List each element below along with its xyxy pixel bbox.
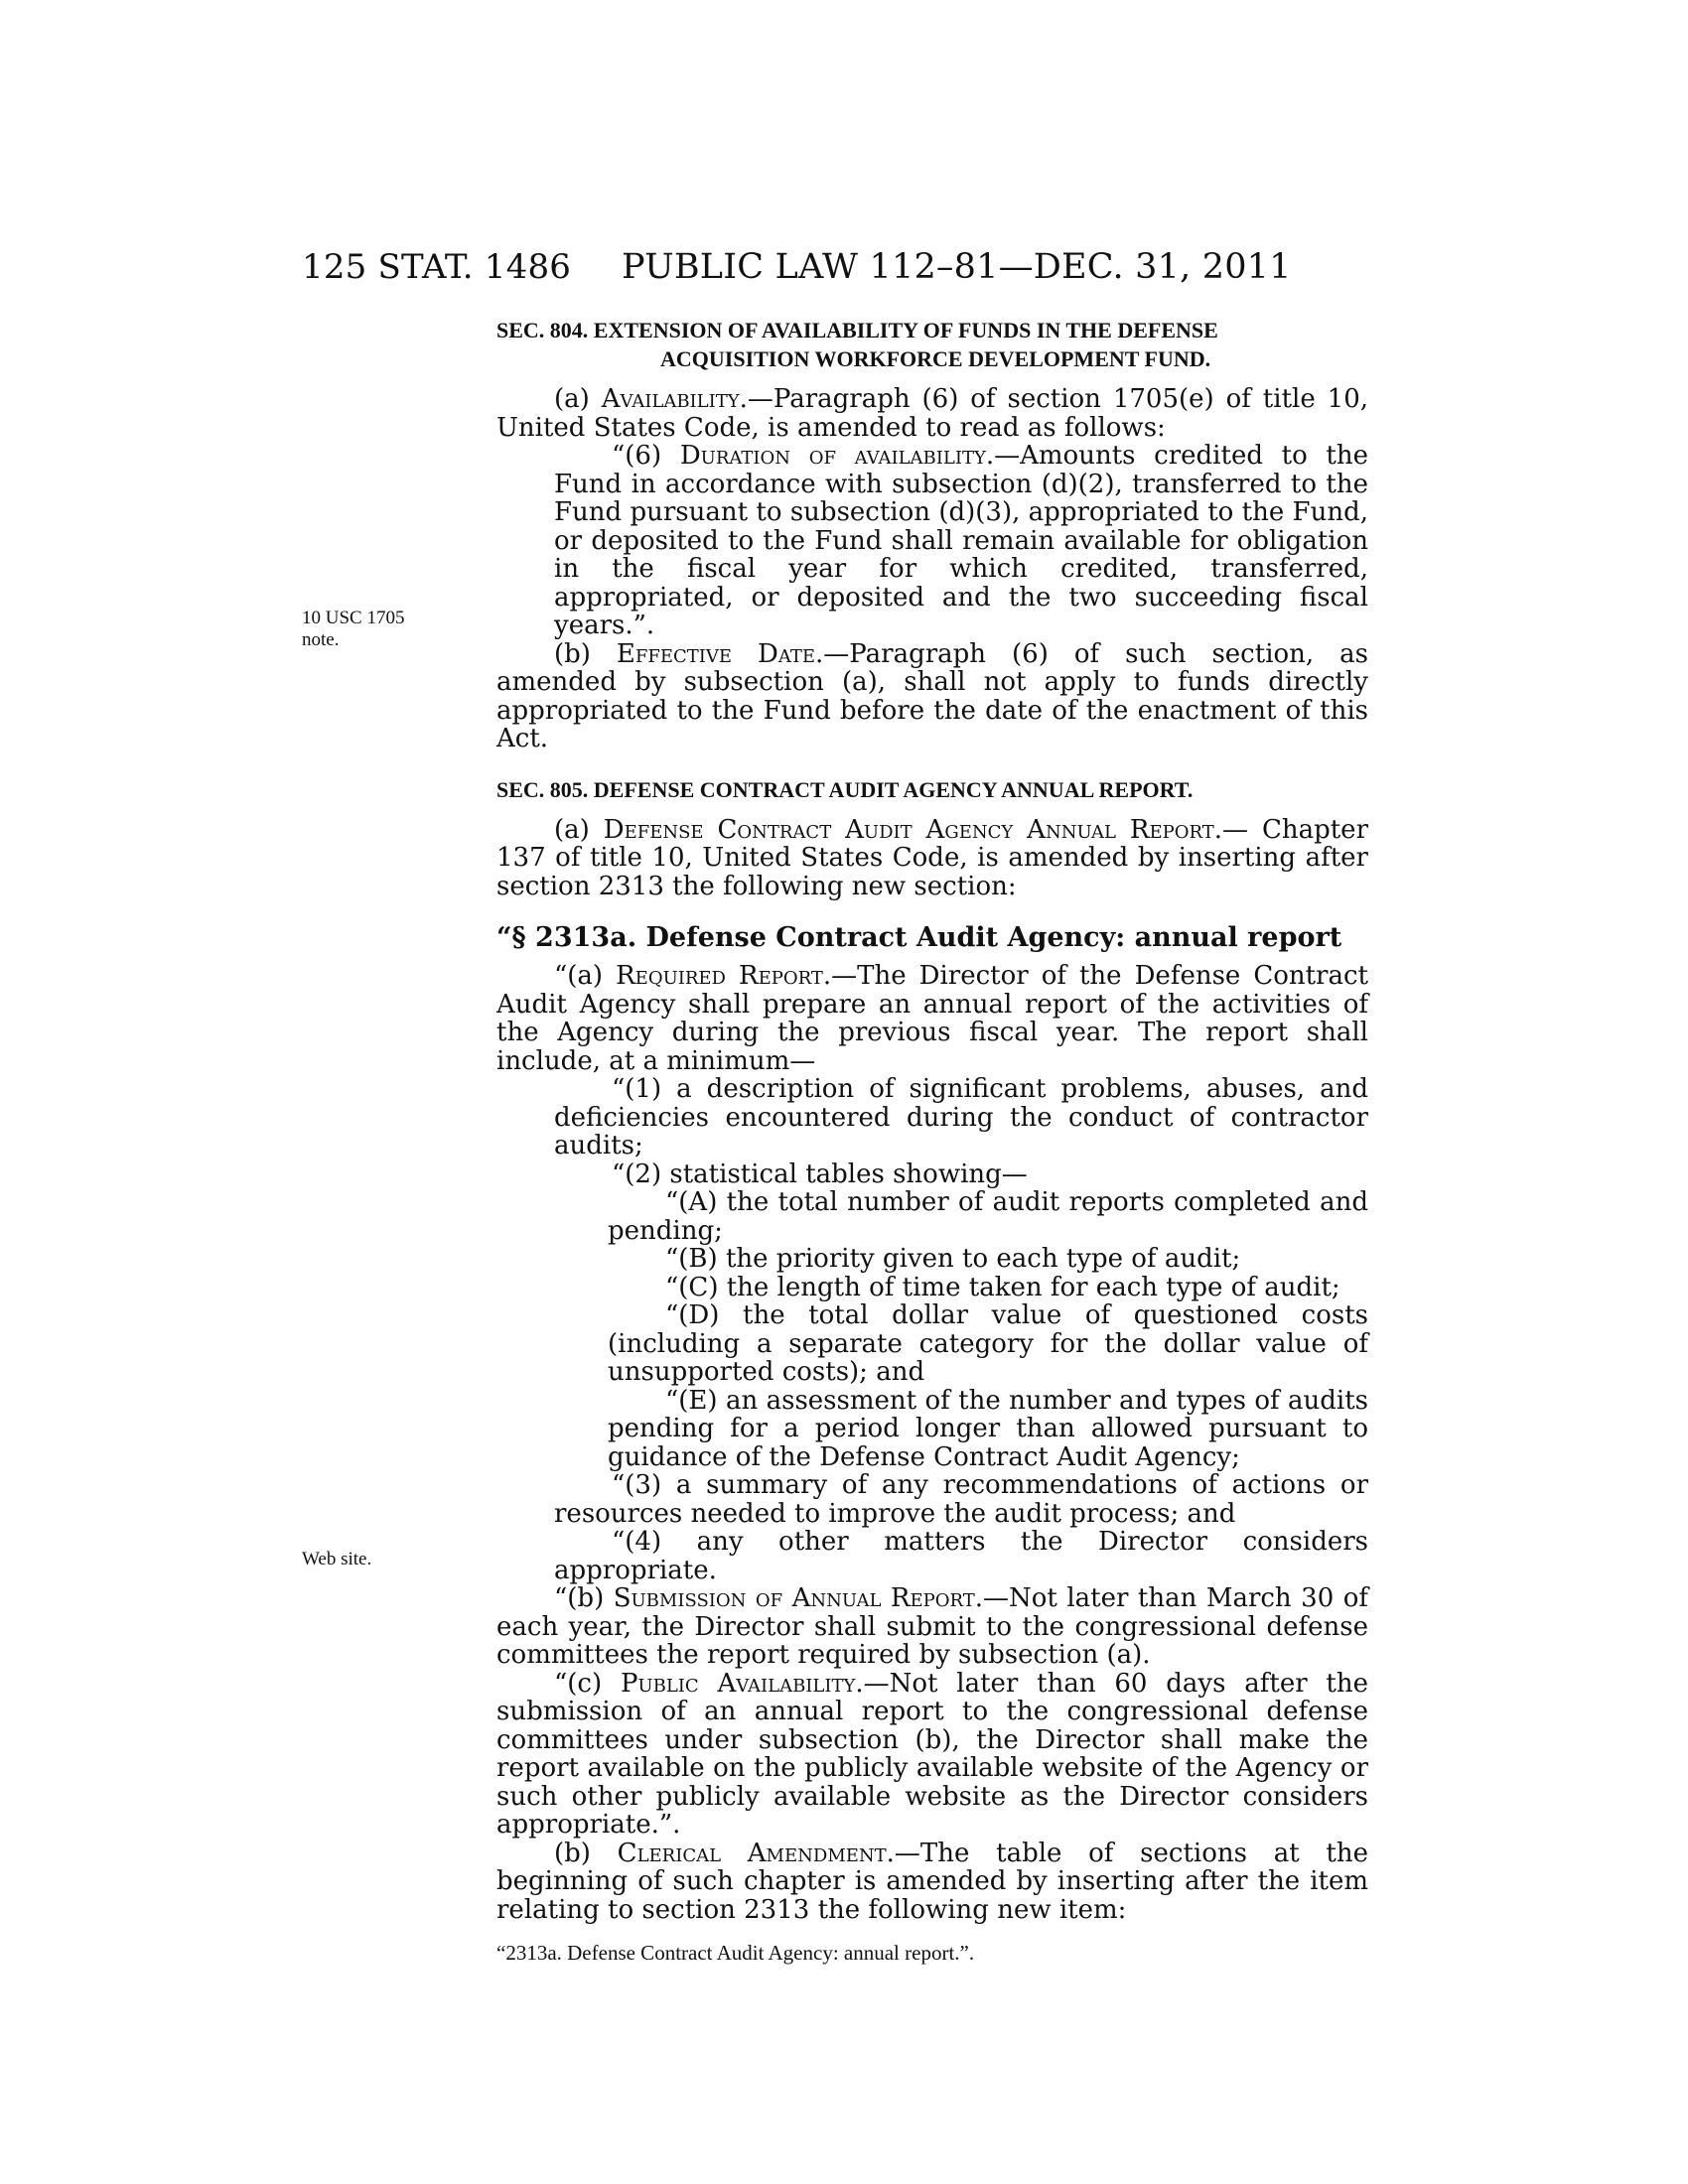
report-item-3: “(3) a summary of any recommendations of actions or resources needed to improve the audit process; and: [554, 1470, 1368, 1529]
report-item-a: “(A) the total number of audit reports completed and pending;: [608, 1187, 1368, 1246]
report-item-1: “(1) a description of significant problems, abuses, and deficiencies encountered during the conduct of contractor audits;: [554, 1074, 1368, 1160]
req-caption: Required Report: [616, 961, 823, 991]
sec804-quote-text: .—Amounts credited to the Fund in accordance with subsection (d)(2), transferred to the Fund pursuant to subsection (d)(3), appropriated to the Fund, or deposited to the Fund shall remain available for obligation in the fiscal year for which credited, transferred, appropriated, or deposited and the two succeeding fiscal years.”.: [554, 441, 1369, 640]
section-2313a-submission: [496, 1584, 1368, 1670]
pub-caption: Public Availability: [620, 1668, 856, 1699]
table-of-sections-item: “2313a. Defense Contract Audit Agency: annual report.”.: [496, 1941, 975, 1965]
statute-page-number: 125 STAT. 1486: [302, 247, 572, 287]
sec804-b-label: (b): [554, 638, 617, 669]
report-item-2: “(2) statistical tables showing—: [612, 1159, 1028, 1189]
sec805-a-label: (a): [554, 814, 604, 845]
section-804-heading: [496, 316, 1368, 373]
report-item-e: “(E) an assessment of the number and types of audits pending for a period longer than allowed pursuant to guidance of the Defense Contract Audit Agency;: [608, 1385, 1368, 1472]
sec804-quote-caption: Duration of availability: [679, 441, 986, 471]
report-item-4: “(4) any other matters the Director considers appropriate.: [554, 1527, 1368, 1585]
sub-caption: Submission of Annual Report: [613, 1583, 975, 1613]
sec805-subsection-b: [496, 1840, 1368, 1925]
sec804-quote-label: “(6): [612, 441, 680, 471]
report-item-b: “(B) the priority given to each type of audit;: [665, 1244, 1241, 1274]
margin-note-usc-line1: 10 USC 1705: [302, 608, 405, 628]
sec805-b-caption: Clerical Amendment: [617, 1838, 887, 1868]
sec804-a-text: .—Paragraph (6) of section 1705(e) of title 10, United States Code, is amended to read as follows:: [496, 384, 1368, 443]
main-content: [496, 316, 1368, 1966]
sec805-a-text: .— Chapter 137 of title 10, United States Code, is amended by inserting after section 2313 the following new section:: [496, 814, 1368, 901]
section-805-heading: SEC. 805. DEFENSE CONTRACT AUDIT AGENCY ANNUAL REPORT.: [496, 776, 1194, 802]
sec805-a-caption: Defense Contract Audit Agency Annual Report: [603, 814, 1214, 845]
pub-text: .—Not later than 60 days after the submission of an annual report to the congressional defense committees under subsection (b), the Director shall make the report available on the publicly available website of the Agency or such other publicly available website as the Director considers appropriate.”.: [496, 1668, 1369, 1840]
margin-note-usc-line2: note.: [302, 629, 340, 650]
req-text: .—The Director of the Defense Contract Audit Agency shall prepare an annual report of the activities of the Agency during the previous fiscal year. The report shall include, at a minimum—: [496, 961, 1368, 1076]
sec804-subsection-a: [496, 385, 1368, 442]
sec805-subsection-a: [496, 816, 1368, 901]
margin-note-usc: [302, 608, 404, 651]
running-header-title: PUBLIC LAW 112–81—DEC. 31, 2011: [622, 247, 1292, 287]
section-2313a-public-availability: [496, 1670, 1368, 1840]
sec805-b-label: (b): [554, 1838, 618, 1868]
sec804-a-label: (a): [554, 384, 602, 414]
section-2313a-title: “§ 2313a. Defense Contract Audit Agency: annual report: [496, 922, 1342, 953]
report-item-d: “(D) the total dollar value of questioned costs (including a separate category for the dollar value of unsupported costs); and: [608, 1300, 1368, 1387]
sec804-subsection-b: [496, 640, 1368, 753]
pub-label: “(c): [554, 1668, 621, 1699]
section-2313a-required-report: [496, 962, 1368, 1075]
sec804-b-text: .—Paragraph (6) of such section, as amended by subsection (a), shall not apply to funds directly appropriated to the Fund before the date of the enactment of this Act.: [496, 638, 1368, 753]
sec804-quoted-paragraph-6: [496, 442, 1368, 640]
sec805-b-text: .—The table of sections at the beginning of such chapter is amended by inserting after the item relating to section 2313 the following new item:: [496, 1838, 1368, 1925]
report-item-c: “(C) the length of time taken for each type of audit;: [665, 1272, 1340, 1302]
section-804-heading-line1: SEC. 804. EXTENSION OF AVAILABILITY OF FUNDS IN THE DEFENSE: [496, 318, 1218, 342]
margin-note-website: Web site.: [302, 1549, 372, 1570]
req-label: “(a): [554, 961, 617, 991]
sub-text: .—Not later than March 30 of each year, the Director shall submit to the congressional defense committees the report required by subsection (a).: [496, 1583, 1368, 1670]
sub-label: “(b): [554, 1583, 614, 1613]
sec804-a-caption: Availability: [601, 384, 740, 414]
sec804-b-caption: Effective Date: [616, 638, 816, 669]
section-804-heading-line2: ACQUISITION WORKFORCE DEVELOPMENT FUND.: [660, 346, 1211, 371]
